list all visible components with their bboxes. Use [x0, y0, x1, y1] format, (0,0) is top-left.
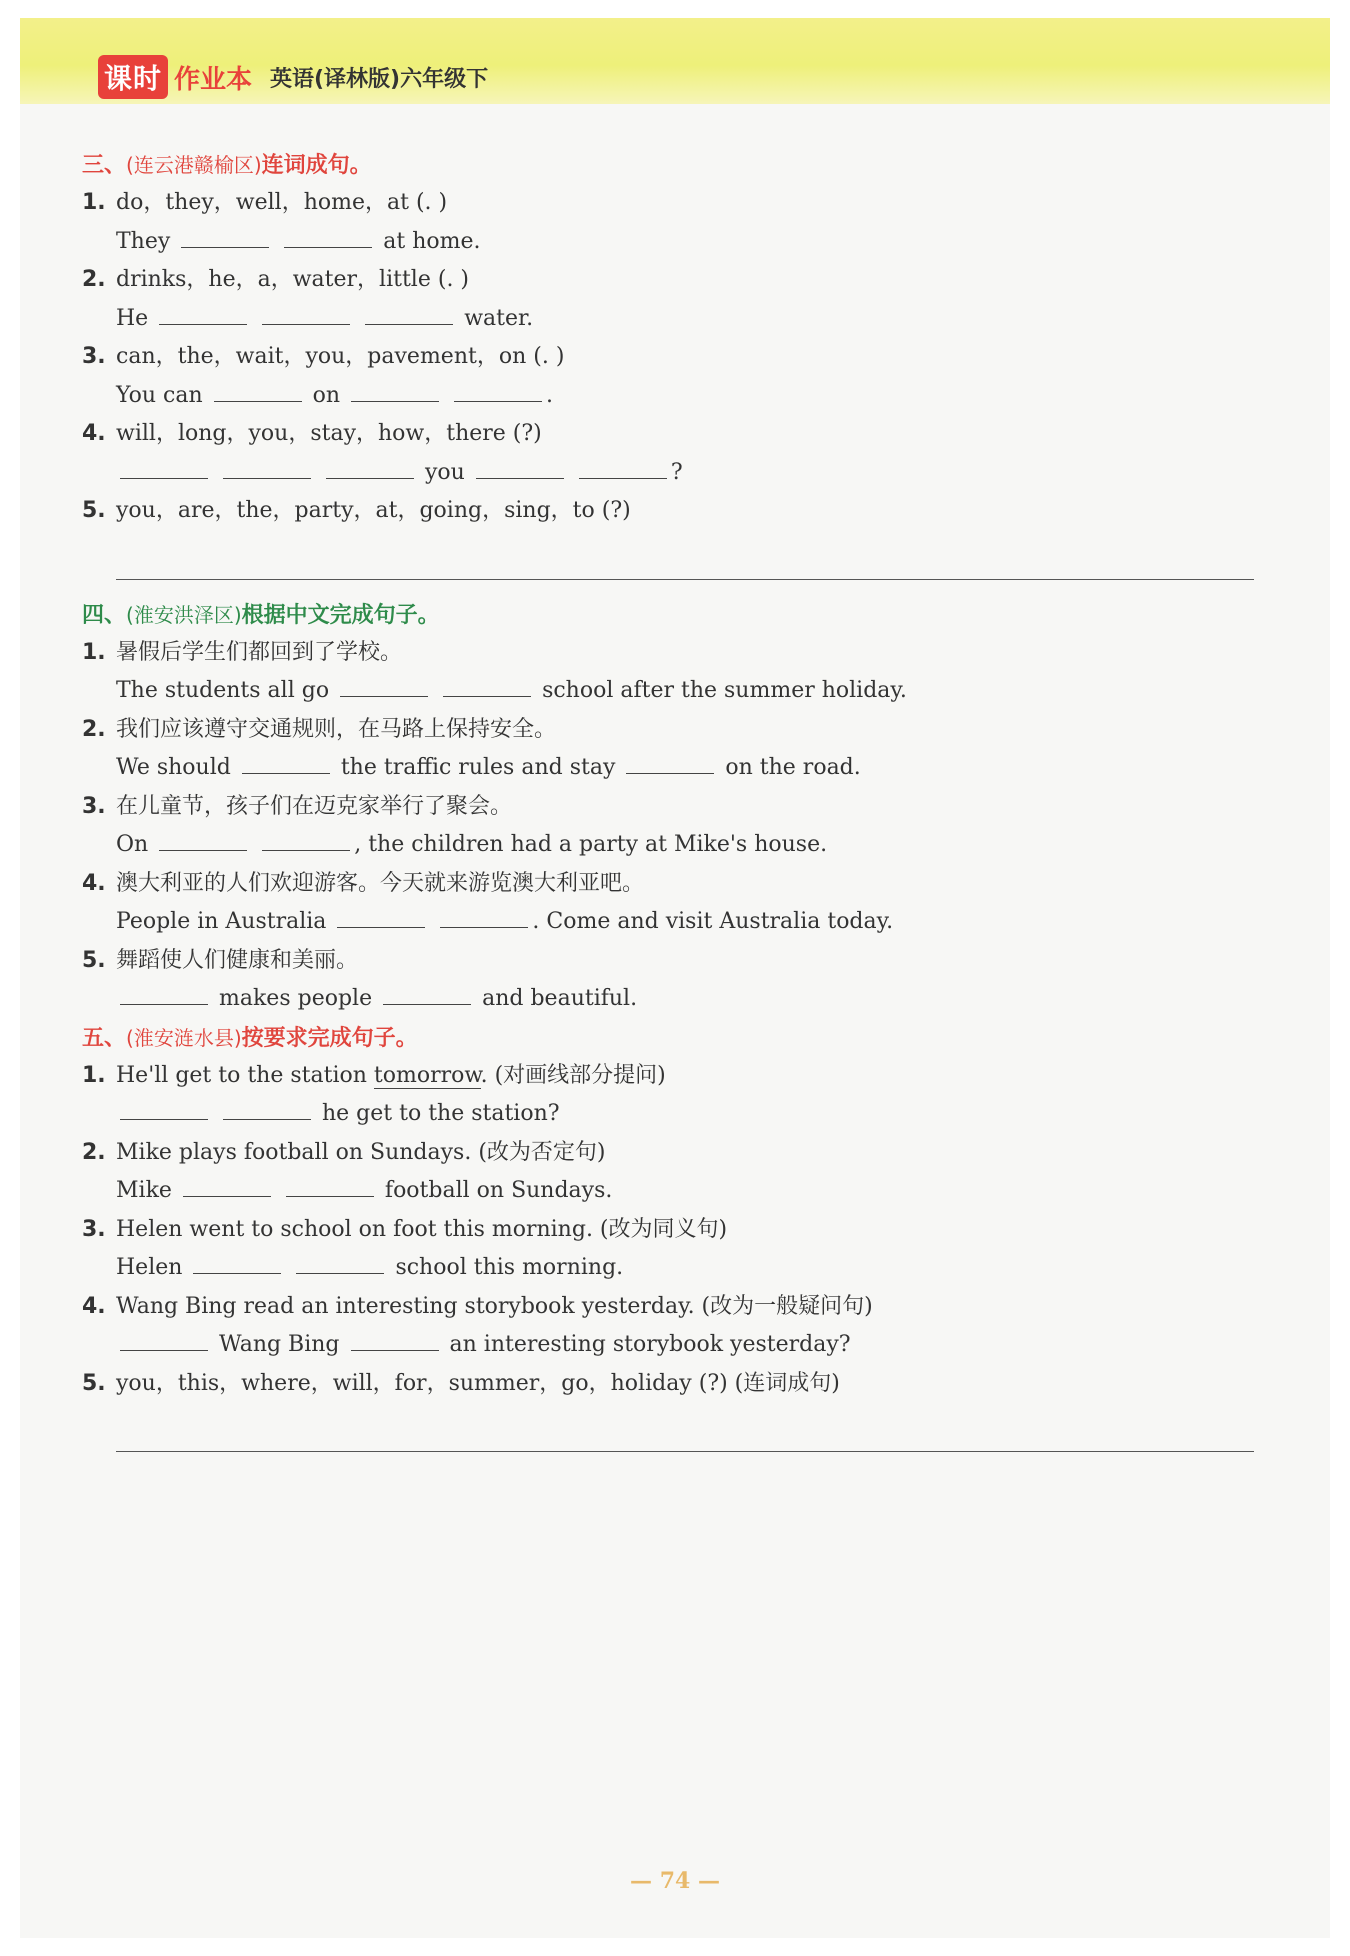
question-prompt: 1. 暑假后学生们都回到了学校。: [82, 639, 403, 665]
answer-blank[interactable]: [223, 1097, 311, 1120]
book-title: 英语(译林版)六年级下: [270, 67, 489, 92]
answer-blank[interactable]: [262, 828, 350, 851]
page-number: — 74 —: [630, 1868, 720, 1894]
question-prompt: 2. Mike plays football on Sundays. (改为否定句): [82, 1139, 606, 1165]
question-prompt: 1. do，they，well，home，at (. ): [82, 190, 448, 215]
answer-blank[interactable]: [476, 456, 564, 479]
answer-blank[interactable]: [440, 905, 528, 928]
answer-blank[interactable]: [242, 751, 330, 774]
section-instruction: 根据中文完成句子。: [241, 602, 440, 628]
worksheet-content: [82, 146, 1282, 1452]
question-prompt: 3. Helen went to school on foot this morning. (改为同义句): [82, 1216, 728, 1242]
section-instruction: 按要求完成句子。: [241, 1025, 418, 1051]
section-3-title: 三、(连云港赣榆区)连词成句。: [82, 153, 372, 178]
answer-line: Helen school this morning.: [82, 1249, 1282, 1288]
answer-blank[interactable]: [337, 905, 425, 928]
question-prompt: 5. 舞蹈使人们健康和美丽。: [82, 947, 359, 973]
answer-line: he get to the station?: [82, 1095, 1282, 1134]
answer-blank[interactable]: [193, 1251, 281, 1274]
answer-blank[interactable]: [183, 1174, 271, 1197]
logo-mark: 课时: [98, 55, 168, 99]
answer-blank[interactable]: [351, 379, 439, 402]
question-prompt: 3. can，the，wait，you，pavement，on (. ): [82, 344, 565, 369]
answer-blank[interactable]: [284, 225, 372, 248]
section-5-title: 五、(淮安涟水县)按要求完成句子。: [82, 1025, 418, 1051]
answer-blank[interactable]: [326, 456, 414, 479]
question-prompt: 4. 澳大利亚的人们欢迎游客。今天就来游览澳大利亚吧。: [82, 870, 645, 896]
answer-blank[interactable]: [286, 1174, 374, 1197]
answer-blank[interactable]: [296, 1251, 384, 1274]
answer-blank[interactable]: [159, 302, 247, 325]
answer-line: makes people and beautiful.: [82, 980, 1282, 1019]
answer-line: You can on .: [82, 377, 1282, 416]
answer-blank[interactable]: [214, 379, 302, 402]
question-prompt: 5. you，are，the，party，at，going，sing，to (?): [82, 498, 631, 523]
question-prompt: 5. you，this，where，will，for，summer，go，holiday (?) (连词成句): [82, 1370, 840, 1396]
section-location: (淮安洪泽区): [126, 602, 242, 627]
logo: [98, 56, 252, 98]
answer-line: People in Australia . Come and visit Australia today.: [82, 903, 1282, 942]
logo-subtitle: 作业本: [174, 64, 253, 95]
answer-blank[interactable]: [383, 982, 471, 1005]
answer-blank[interactable]: [120, 456, 208, 479]
section-location: (连云港赣榆区): [126, 153, 262, 177]
answer-line: On , the children had a party at Mike's house.: [82, 826, 1282, 865]
answer-blank[interactable]: [159, 828, 247, 851]
answer-full-line[interactable]: [116, 1403, 1254, 1452]
answer-blank[interactable]: [223, 456, 311, 479]
header-banner: [20, 18, 1330, 104]
answer-blank[interactable]: [340, 674, 428, 697]
answer-blank[interactable]: [626, 751, 714, 774]
answer-blank[interactable]: [579, 456, 667, 479]
answer-line: The students all go school after the summer holiday.: [82, 672, 1282, 711]
section-location: (淮安涟水县): [126, 1025, 242, 1050]
answer-blank[interactable]: [120, 1097, 208, 1120]
answer-blank[interactable]: [365, 302, 453, 325]
section-4-title: 四、(淮安洪泽区)根据中文完成句子。: [82, 602, 440, 628]
answer-blank[interactable]: [351, 1328, 439, 1351]
answer-blank[interactable]: [262, 302, 350, 325]
answer-line: He water.: [82, 300, 1282, 339]
question-prompt: 1. He'll get to the station tomorrow. (对画线部分提问): [82, 1062, 666, 1088]
question-prompt: 2. drinks，he，a，water，little (. ): [82, 267, 470, 292]
answer-line: you ?: [82, 454, 1282, 493]
question-prompt: 2. 我们应该遵守交通规则，在马路上保持安全。: [82, 716, 557, 742]
answer-blank[interactable]: [120, 982, 208, 1005]
answer-blank[interactable]: [454, 379, 542, 402]
answer-blank[interactable]: [443, 674, 531, 697]
question-prompt: 3. 在儿童节，孩子们在迈克家举行了聚会。: [82, 793, 513, 819]
answer-line: They at home.: [82, 223, 1282, 262]
answer-line: Wang Bing an interesting storybook yesterday?: [82, 1326, 1282, 1365]
answer-blank[interactable]: [181, 225, 269, 248]
question-prompt: 4. will，long，you，stay，how，there (?): [82, 421, 542, 446]
underlined-word: tomorrow: [373, 1062, 481, 1088]
answer-full-line[interactable]: [116, 531, 1254, 580]
section-instruction: 连词成句。: [261, 153, 372, 178]
answer-line: Mike football on Sundays.: [82, 1172, 1282, 1211]
answer-line: We should the traffic rules and stay on the road.: [82, 749, 1282, 788]
question-prompt: 4. Wang Bing read an interesting storybook yesterday. (改为一般疑问句): [82, 1293, 873, 1319]
page: [20, 18, 1330, 1938]
answer-blank[interactable]: [120, 1328, 208, 1351]
